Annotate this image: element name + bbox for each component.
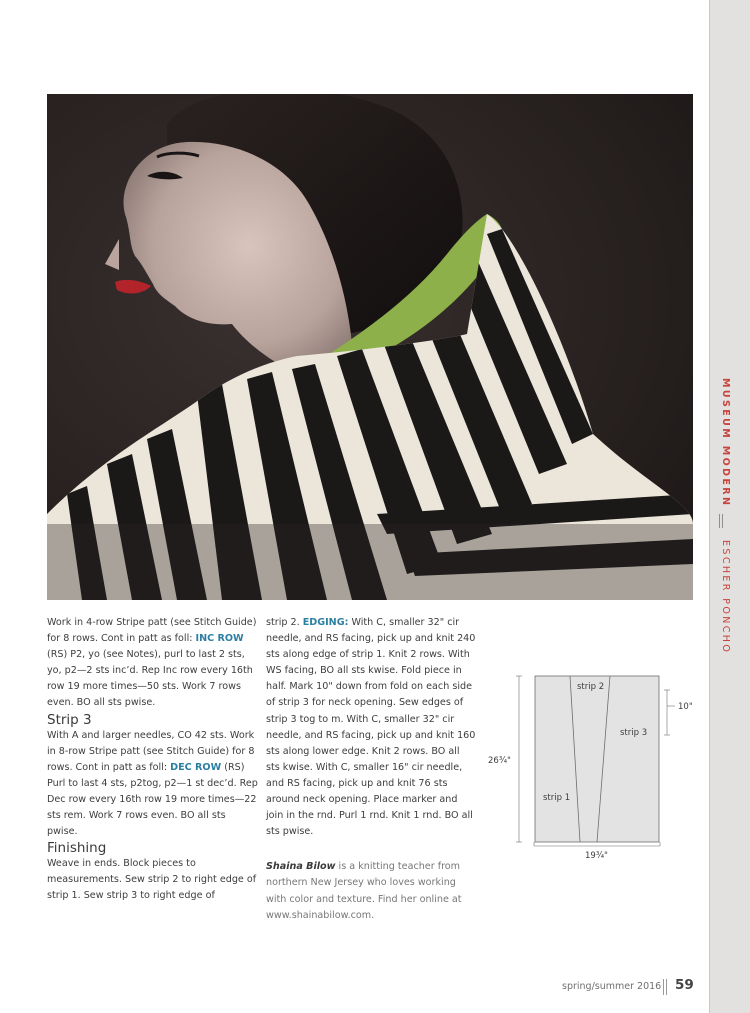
keyword-edging: EDGING: (302, 617, 349, 628)
author-bio (266, 859, 476, 923)
label-strip-1: strip 1 (543, 793, 571, 803)
heading-finishing: Finishing (47, 840, 107, 857)
label-strip-3: strip 3 (620, 728, 648, 738)
text-run: (RS) P2, yo (see Notes), purl to last 2 sts, yo, p2—2 sts inc’d. Rep Inc row every 16th row 19 more times—50 sts. Work 7 rows even. BO all sts pwise. (47, 649, 253, 709)
schematic-diagram (485, 668, 695, 858)
heading-strip-3: Strip 3 (47, 711, 92, 728)
author-name: Shaina Bilow (266, 861, 336, 873)
dimension-width: 19¾" (585, 851, 608, 858)
sidebar-separator (716, 514, 726, 528)
text-run: is a knitting teacher from northern New Jersey who loves working with color and texture. Find her online at (266, 861, 462, 905)
text-run: . (371, 909, 375, 921)
text-run: With A and larger needles, CO 42 sts. Work in 8-row Stripe patt (see Stitch Guide) for 8 rows. Cont in patt as foll: (47, 729, 255, 773)
poncho-schematic (485, 668, 695, 858)
text-run: Work in 4-row Stripe patt (see Stitch Guide) for 8 rows. Cont in patt as foll: (47, 617, 257, 645)
page-edge-line (709, 0, 710, 1013)
text-run: With C, smaller 32" cir needle, and RS facing, pick up and knit 240 sts along edge of strip 1. Knit 2 rows. With WS facing, BO all sts kwise. Fold piece in half. Mark 10" down from fold on each side of strip 3 for neck opening. Sew edges of strip 3 tog to m. With C, smaller 32" cir needle, and RS facing, pick up and knit 160 sts along lower edge. Knit 2 rows. BO all sts kwise. With C, smaller 16" cir needle, and RS facing, pick up and knit 76 sts around neck opening. Place marker and join in the rnd. Purl 1 rnd. Knit 1 rnd. BO all sts pwise. (266, 617, 476, 838)
section-sidebar (711, 0, 731, 1013)
section-title: MUSEUM MODERN (720, 378, 731, 508)
issue-label: spring/summer 2016 (562, 981, 662, 992)
page-footer (562, 977, 702, 997)
page-number: 59 (675, 977, 694, 993)
dimension-height: 26¾" (488, 756, 511, 766)
paragraph-edging (266, 615, 476, 840)
text-run: (RS) Purl to last 4 sts, p2tog, p2—1 st dec’d. Rep Dec row every 16th row 19 more times—22 sts rem. Work 7 rows even. BO all sts pwise. (47, 761, 258, 838)
text-column-right (266, 615, 476, 924)
hero-photo (47, 94, 693, 600)
dimension-neck: 10" (678, 702, 693, 712)
poncho-model-illustration (47, 94, 693, 600)
paragraph-strip3-instructions (47, 728, 259, 841)
text-column-left (47, 615, 259, 905)
footer-separator (662, 979, 668, 995)
paragraph-strip2-instructions (47, 615, 259, 712)
label-strip-2: strip 2 (577, 682, 605, 692)
author-website-link[interactable]: www.shainabilow.com (266, 909, 372, 921)
keyword-inc-row: INC ROW (195, 633, 244, 645)
paragraph-finishing: Weave in ends. Block pieces to measurements. Sew strip 2 to right edge of strip 1. Sew strip 3 to right edge of (47, 858, 257, 902)
text-run: strip 2. (266, 617, 303, 628)
keyword-dec-row: DEC ROW (170, 761, 222, 773)
schematic-outline (535, 676, 659, 842)
article-title: ESCHER PONCHO (720, 540, 731, 655)
